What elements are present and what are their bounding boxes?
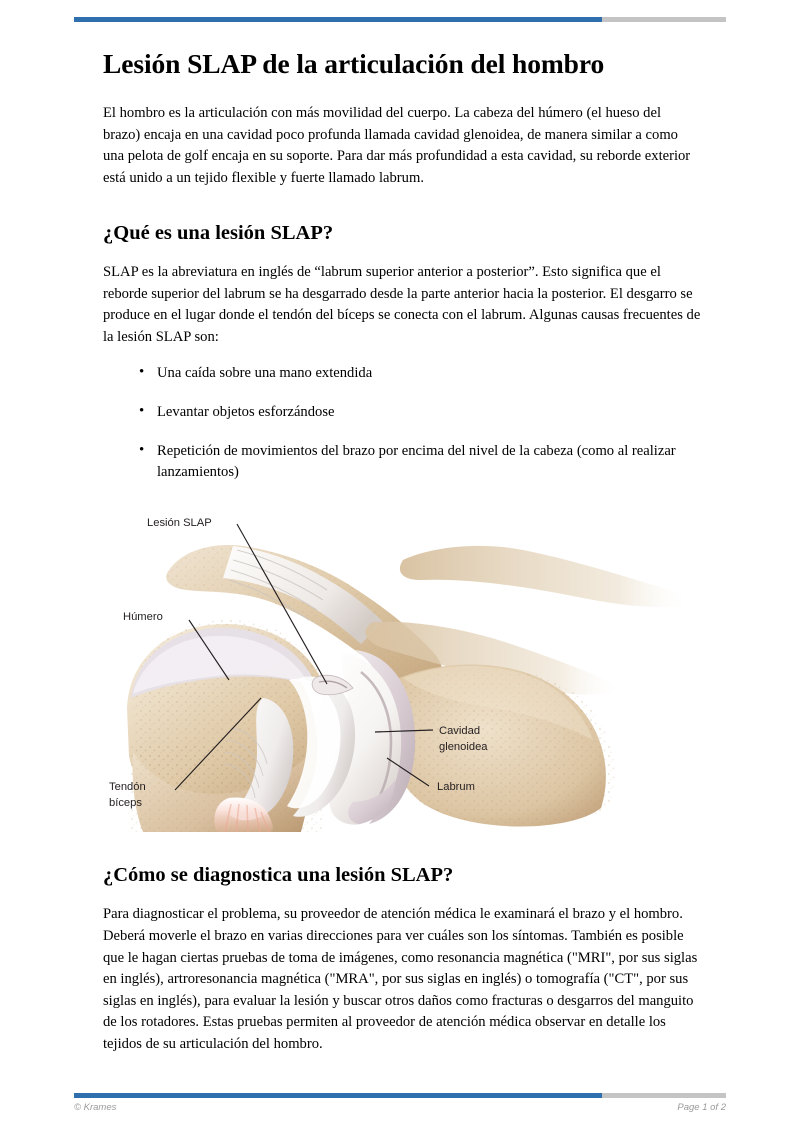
- document-content: [103, 46, 701, 1064]
- list-item: • Levantar objetos esforzándose: [139, 402, 701, 423]
- figure-label-humerus: Húmero: [123, 610, 163, 623]
- clavicle-shape: [400, 546, 693, 607]
- list-item: • Una caída sobre una mano extendida: [139, 363, 701, 384]
- figure-label-biceps-tendon-line2: bíceps: [109, 796, 142, 809]
- shoulder-joint-illustration: [103, 502, 701, 832]
- figure-label-glenoid-cavity-line2: glenoidea: [439, 740, 488, 753]
- footer-rule: [74, 1093, 726, 1098]
- header-rule-blue-segment: [74, 17, 602, 22]
- figure-label-slap-lesion: Lesión SLAP: [147, 516, 212, 529]
- section-heading-what-is-slap: ¿Qué es una lesión SLAP?: [103, 221, 334, 244]
- section-paragraph-what-is-slap: SLAP es la abreviatura en inglés de “labrum superior anterior a posterior”. Esto significa que el reborde superior del labrum se ha desgarrado desde la parte anterior hacia la posterior. El desgarro se produce en el lugar donde el tendón del bíceps se conecta con el labrum. Algunas causas frecuentes de la lesión SLAP son:: [103, 264, 701, 345]
- header-rule-gray-segment: [602, 17, 726, 22]
- footer-copyright: © Krames: [74, 1102, 117, 1113]
- page-title: Lesión SLAP de la articulación del hombro: [103, 48, 605, 79]
- section-heading-how-diagnosed: ¿Cómo se diagnostica una lesión SLAP?: [103, 863, 454, 886]
- page-footer: [74, 1102, 726, 1113]
- header-rule: [74, 17, 726, 22]
- footer-page-indicator: Page 1 of 2: [677, 1102, 726, 1113]
- list-item: • Repetición de movimientos del brazo por encima del nivel de la cabeza (como al realizar lanzamientos): [139, 441, 701, 484]
- intro-paragraph: El hombro es la articulación con más movilidad del cuerpo. La cabeza del húmero (el hueso del brazo) encaja en una cavidad poco profunda llamada cavidad glenoidea, de manera similar a como una pelota de golf encaja en su soporte. Para dar más profundidad a esta cavidad, su reborde exterior está unido a un tejido flexible y fuerte llamado labrum.: [103, 105, 691, 186]
- figure-label-glenoid-cavity-line1: Cavidad: [439, 724, 481, 737]
- slap-causes-list: [103, 363, 701, 484]
- shoulder-anatomy-figure: [103, 502, 701, 832]
- footer-rule-blue-segment: [74, 1093, 602, 1098]
- footer-rule-gray-segment: [602, 1093, 726, 1098]
- section-paragraph-how-diagnosed: Para diagnosticar el problema, su proveedor de atención médica le examinará el brazo y el hombro. Deberá moverle el brazo en varias direcciones para ver cuáles son los síntomas. También es posible que le hagan ciertas pruebas de toma de imágenes, como resonancia magnética ("MRI", por sus siglas en inglés), artroresonancia magnética ("MRA", por sus siglas en inglés) o tomografía ("CT", por sus siglas en inglés), para evaluar la lesión y buscar otros daños como fracturas o desgarros del manguito de los rotadores. Estas pruebas permiten al proveedor de atención médica observar en detalle los tejidos de su articulación del hombro.: [103, 906, 698, 1052]
- figure-label-biceps-tendon-line1: Tendón: [109, 780, 146, 793]
- figure-label-labrum: Labrum: [437, 780, 475, 793]
